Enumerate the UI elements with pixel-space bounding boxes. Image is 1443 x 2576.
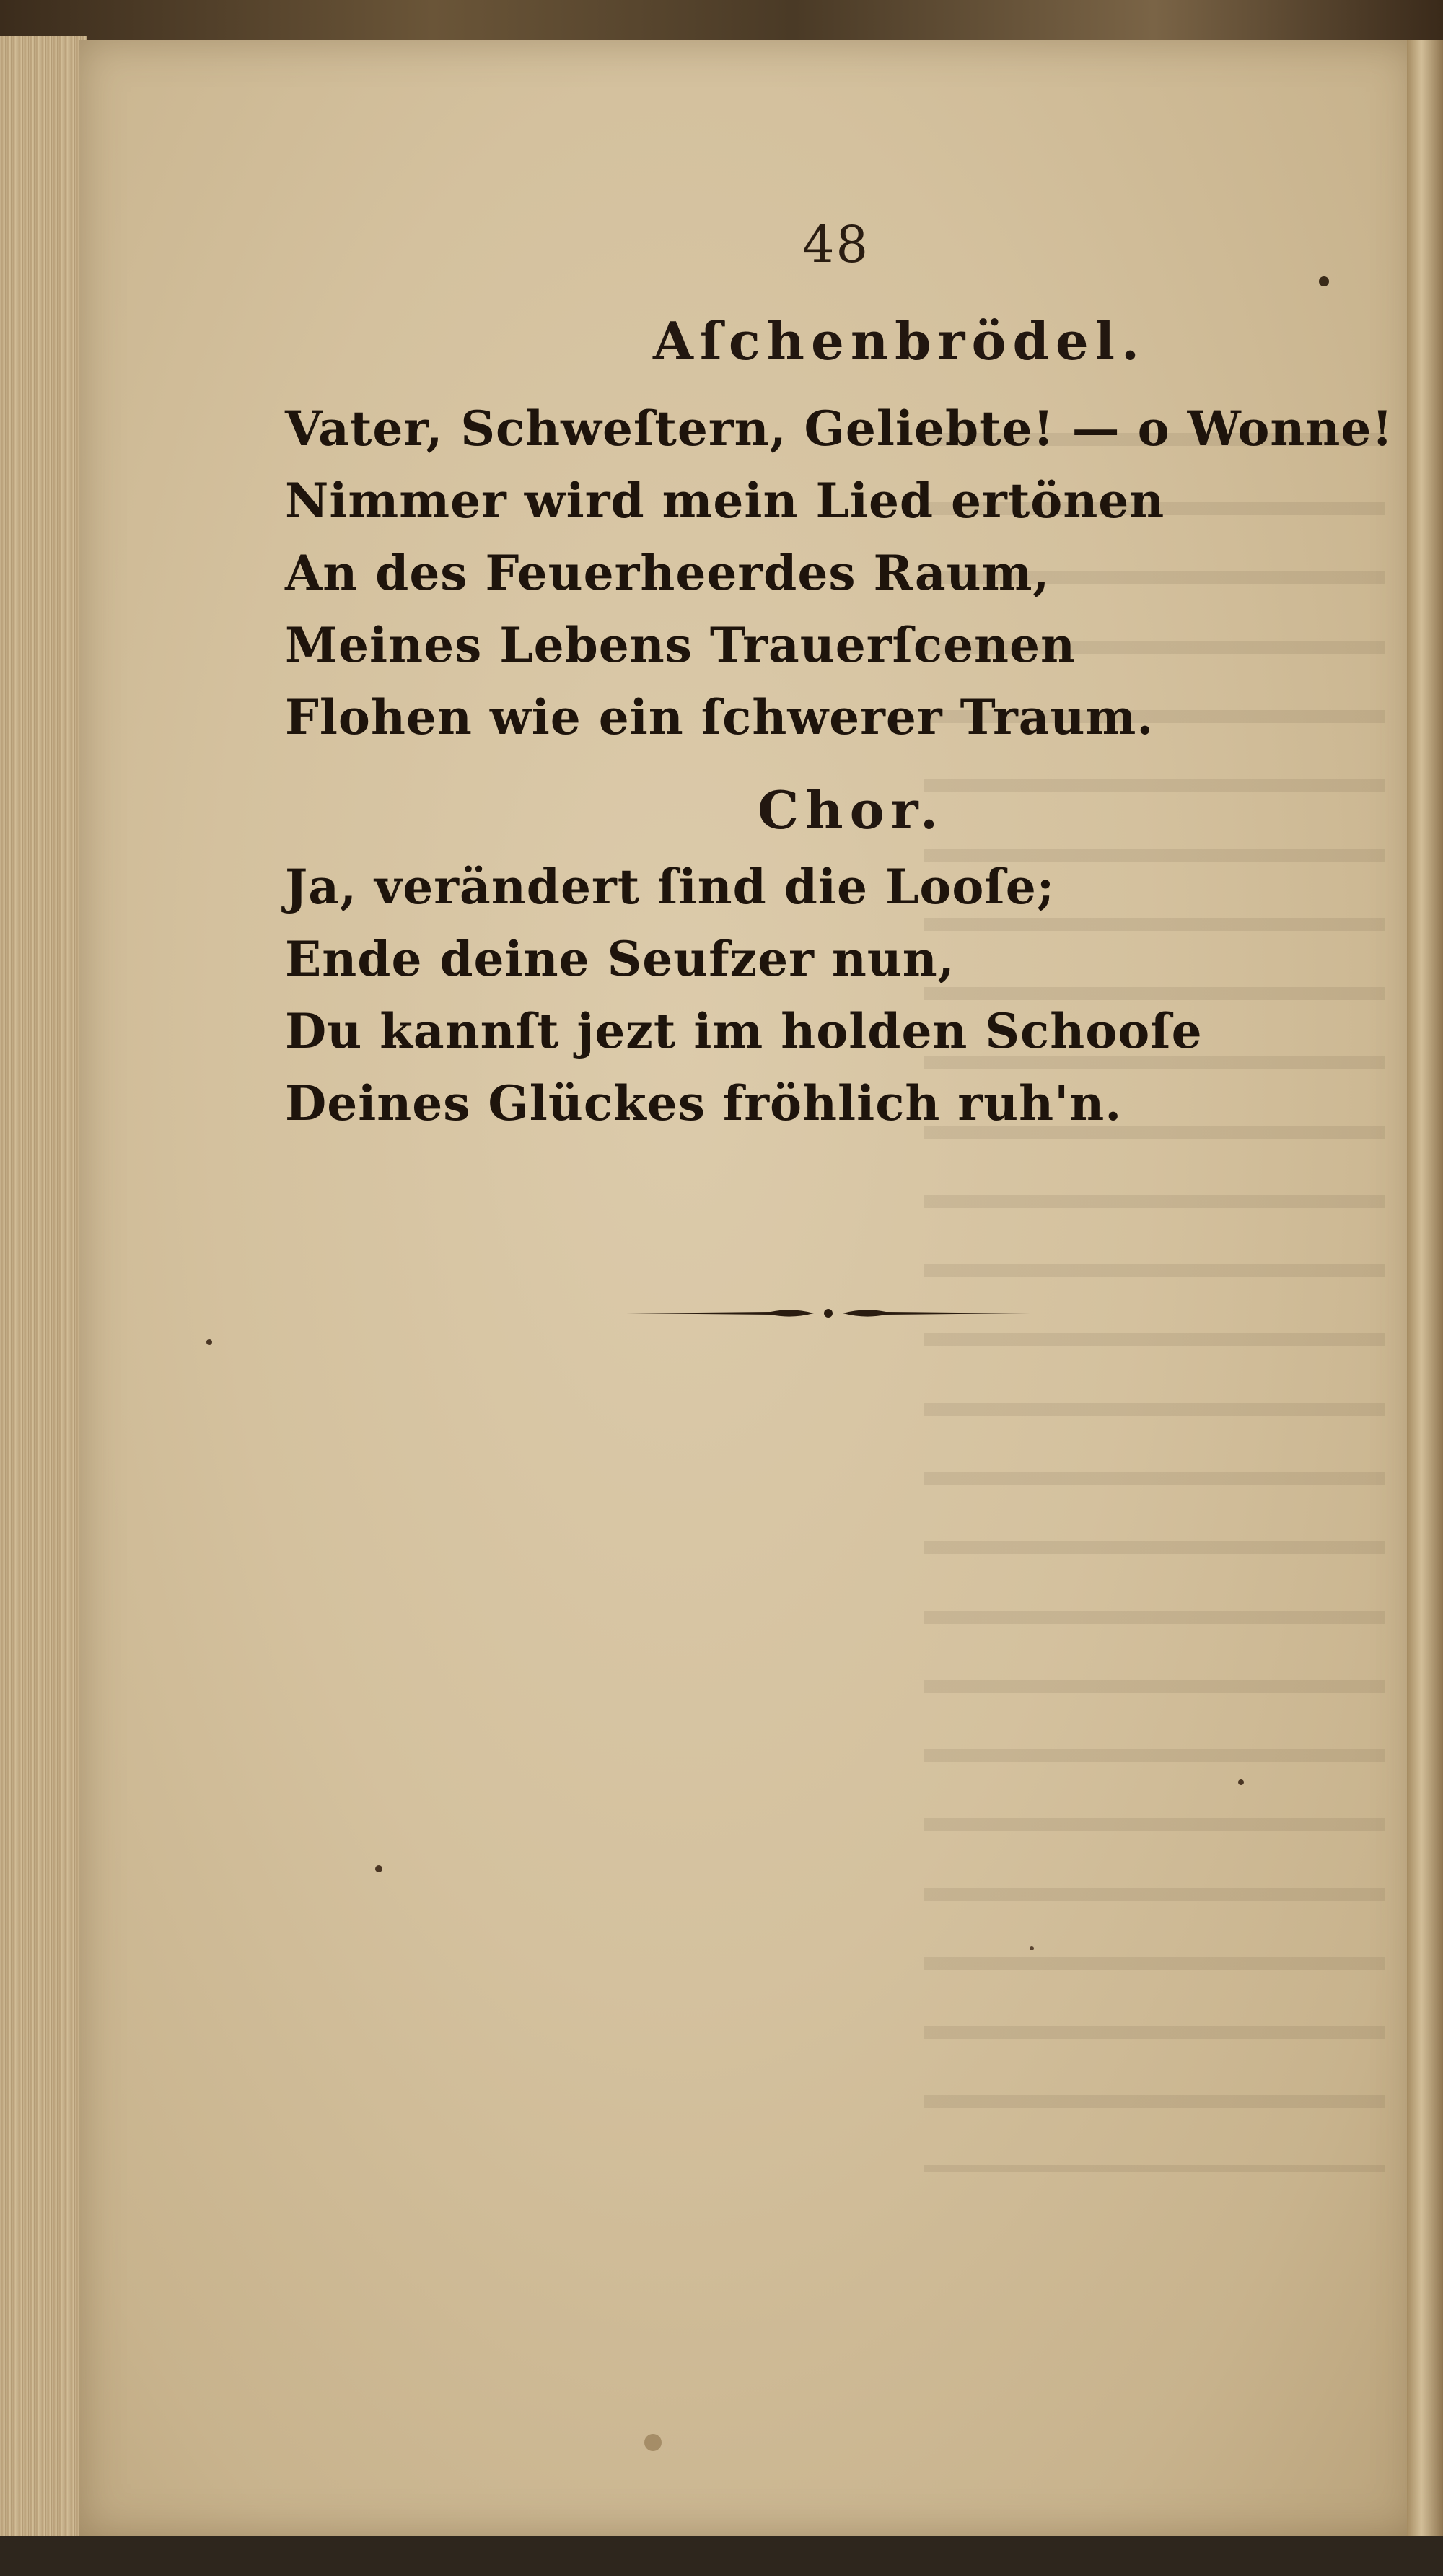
verse-line: Ja, verändert ſind die Looſe; <box>285 859 1056 915</box>
verse-line: Deines Glückes fröhlich ruh'n. <box>285 1075 1123 1131</box>
verse-line: Flohen wie ein ſchwerer Traum. <box>285 689 1154 745</box>
verse-line: Vater, Schweſtern, Geliebte! — o Wonne! <box>285 400 1394 457</box>
ornamental-rule <box>626 1299 1030 1328</box>
verse-line: Ende deine Seufzer nun, <box>285 931 955 987</box>
verse-line: An des Feuerheerdes Raum, <box>285 545 1051 601</box>
speaker-chor: Chor. <box>758 779 945 841</box>
ornament-left-stroke <box>626 1310 814 1316</box>
bottom-shadow <box>0 2536 1443 2576</box>
verse-line: Nimmer wird mein Lied ertönen <box>285 473 1165 529</box>
verse-line: Meines Lebens Trauerſcenen <box>285 617 1076 673</box>
verse-line: Du kannſt jezt im holden Schooſe <box>285 1003 1203 1059</box>
page-stack-right-edge <box>1407 40 1443 2536</box>
page-stack-left-edge <box>0 36 87 2540</box>
ornament-right-stroke <box>843 1310 1030 1316</box>
page-number: 48 <box>802 215 870 274</box>
book-binding-top <box>0 0 1443 43</box>
ornament-center-dot <box>824 1309 833 1318</box>
speaker-aschenbroedel: Aſchenbrödel. <box>653 310 1146 372</box>
